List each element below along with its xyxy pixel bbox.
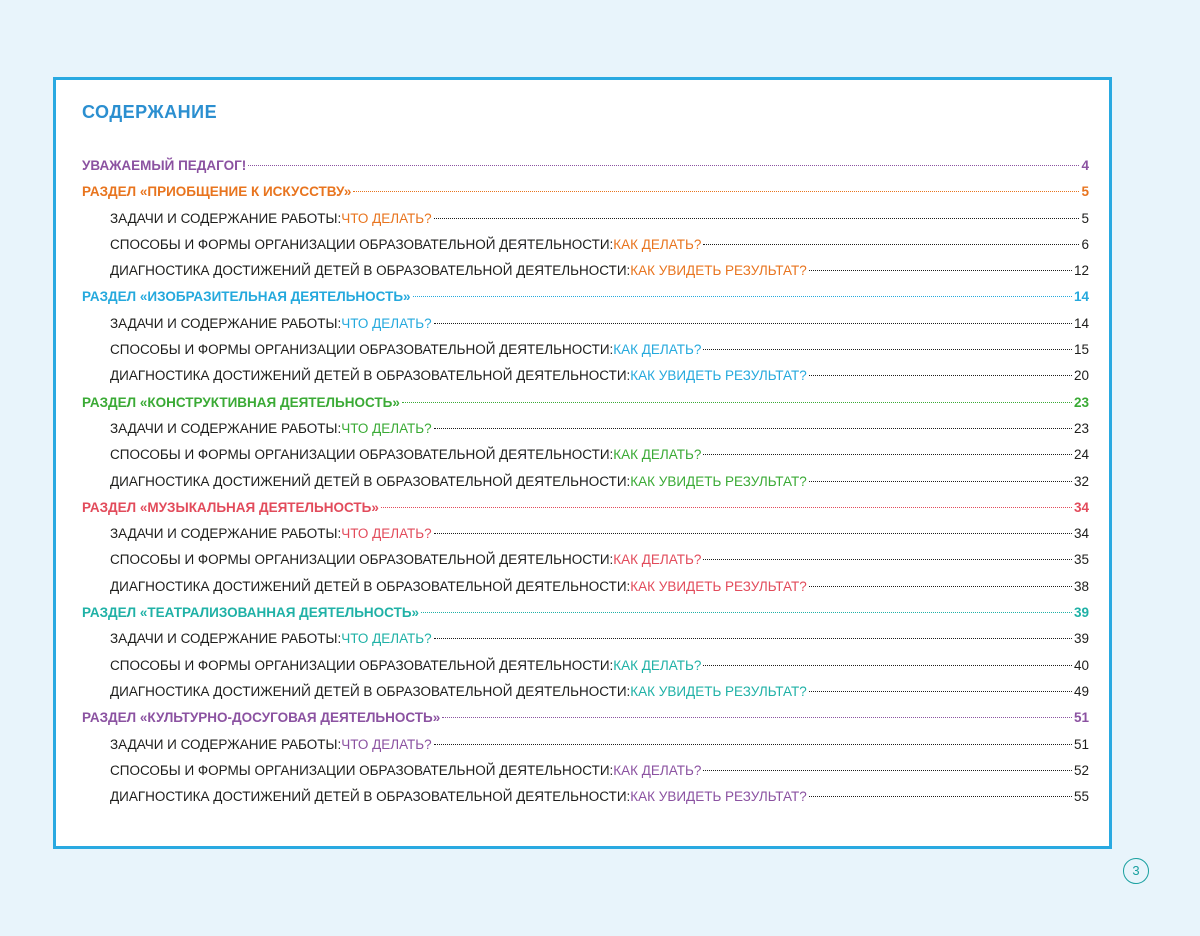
toc-item-label: СПОСОБЫ И ФОРМЫ ОРГАНИЗАЦИИ ОБРАЗОВАТЕЛЬНОЙ ДЕЯТЕЛЬНОСТИ: (110, 657, 614, 673)
toc-item-label: СПОСОБЫ И ФОРМЫ ОРГАНИЗАЦИИ ОБРАЗОВАТЕЛЬНОЙ ДЕЯТЕЛЬНОСТИ: (110, 342, 614, 358)
toc-section-page: 39 (1073, 605, 1089, 621)
toc-item-highlight: КАК ДЕЛАТЬ? (613, 447, 702, 463)
toc-item-label: СПОСОБЫ И ФОРМЫ ОРГАНИЗАЦИИ ОБРАЗОВАТЕЛЬНОЙ ДЕЯТЕЛЬНОСТИ: (110, 447, 614, 463)
toc-item-page: 20 (1073, 368, 1089, 384)
toc-item[interactable] (82, 626, 1089, 652)
dot-leader (809, 796, 1072, 797)
toc-item-highlight: ЧТО ДЕЛАТЬ? (341, 736, 432, 752)
toc-item[interactable] (82, 758, 1089, 784)
page-number: 3 (1123, 858, 1149, 884)
dot-leader (703, 454, 1072, 455)
toc-item-highlight: КАК УВИДЕТЬ РЕЗУЛЬТАТ? (630, 683, 807, 699)
toc-section-label: РАЗДЕЛ «ПРИОБЩЕНИЕ К ИСКУССТВУ» (82, 184, 352, 200)
dot-leader (434, 533, 1072, 534)
dot-leader (381, 507, 1072, 508)
toc-item[interactable] (82, 521, 1089, 547)
toc-item-label: ЗАДАЧИ И СОДЕРЖАНИЕ РАБОТЫ: (110, 315, 342, 331)
toc-section-music[interactable] (82, 495, 1089, 521)
toc-item-highlight: КАК ДЕЛАТЬ? (613, 657, 702, 673)
toc-item-label: СПОСОБЫ И ФОРМЫ ОРГАНИЗАЦИИ ОБРАЗОВАТЕЛЬНОЙ ДЕЯТЕЛЬНОСТИ: (110, 762, 614, 778)
toc-section-page: 14 (1073, 289, 1089, 305)
toc-section-label: РАЗДЕЛ «МУЗЫКАЛЬНАЯ ДЕЯТЕЛЬНОСТЬ» (82, 499, 379, 515)
toc-item-highlight: КАК ДЕЛАТЬ? (613, 236, 702, 252)
toc-item-label: СПОСОБЫ И ФОРМЫ ОРГАНИЗАЦИИ ОБРАЗОВАТЕЛЬНОЙ ДЕЯТЕЛЬНОСТИ: (110, 236, 614, 252)
dot-leader (703, 244, 1079, 245)
toc-item-label: ДИАГНОСТИКА ДОСТИЖЕНИЙ ДЕТЕЙ В ОБРАЗОВАТЕЛЬНОЙ ДЕЯТЕЛЬНОСТИ: (110, 263, 631, 279)
toc-item[interactable] (82, 547, 1089, 573)
dot-leader (809, 270, 1072, 271)
toc-item[interactable] (82, 679, 1089, 705)
toc-intro-label: УВАЖАЕМЫЙ ПЕДАГОГ! (82, 158, 247, 173)
toc-section-page: 51 (1073, 710, 1089, 726)
toc-section-page: 34 (1073, 499, 1089, 515)
toc-item-page: 40 (1073, 657, 1089, 673)
toc-item-page: 35 (1073, 552, 1089, 568)
dot-leader (434, 323, 1072, 324)
toc-item-highlight: КАК УВИДЕТЬ РЕЗУЛЬТАТ? (630, 263, 807, 279)
dot-leader (703, 559, 1072, 560)
toc-intro-page: 4 (1081, 158, 1089, 173)
toc-item-page: 12 (1073, 263, 1089, 279)
toc-item-page: 52 (1073, 762, 1089, 778)
toc-item-highlight: КАК УВИДЕТЬ РЕЗУЛЬТАТ? (630, 473, 807, 489)
toc-item-label: ДИАГНОСТИКА ДОСТИЖЕНИЙ ДЕТЕЙ В ОБРАЗОВАТЕЛЬНОЙ ДЕЯТЕЛЬНОСТИ: (110, 683, 631, 699)
toc-item-page: 39 (1073, 631, 1089, 647)
toc-item-page: 51 (1073, 736, 1089, 752)
toc-item-label: ДИАГНОСТИКА ДОСТИЖЕНИЙ ДЕТЕЙ В ОБРАЗОВАТЕЛЬНОЙ ДЕЯТЕЛЬНОСТИ: (110, 789, 631, 805)
toc-item[interactable] (82, 416, 1089, 442)
dot-leader (442, 717, 1072, 718)
toc-item-page: 6 (1081, 236, 1089, 252)
toc-item-label: ЗАДАЧИ И СОДЕРЖАНИЕ РАБОТЫ: (110, 210, 342, 226)
toc-item-page: 23 (1073, 420, 1089, 436)
page-title: СОДЕРЖАНИЕ (82, 102, 218, 122)
toc-item-highlight: КАК ДЕЛАТЬ? (613, 552, 702, 568)
toc-section-label: РАЗДЕЛ «КУЛЬТУРНО-ДОСУГОВАЯ ДЕЯТЕЛЬНОСТЬ» (82, 710, 441, 726)
toc-item[interactable] (82, 337, 1089, 363)
dot-leader (809, 481, 1072, 482)
toc-section-label: РАЗДЕЛ «ИЗОБРАЗИТЕЛЬНАЯ ДЕЯТЕЛЬНОСТЬ» (82, 289, 411, 305)
dot-leader (434, 218, 1080, 219)
toc-item-page: 14 (1073, 315, 1089, 331)
toc-item[interactable] (82, 653, 1089, 679)
toc-section-leisure[interactable] (82, 705, 1089, 731)
toc-intro[interactable] (82, 153, 1089, 179)
toc-item-label: ЗАДАЧИ И СОДЕРЖАНИЕ РАБОТЫ: (110, 526, 342, 542)
toc-item-page: 55 (1073, 789, 1089, 805)
toc-section-visual[interactable] (82, 284, 1089, 310)
toc-item-label: ДИАГНОСТИКА ДОСТИЖЕНИЙ ДЕТЕЙ В ОБРАЗОВАТЕЛЬНОЙ ДЕЯТЕЛЬНОСТИ: (110, 578, 631, 594)
toc-item-label: ЗАДАЧИ И СОДЕРЖАНИЕ РАБОТЫ: (110, 420, 342, 436)
dot-leader (413, 296, 1072, 297)
toc-item-highlight: КАК УВИДЕТЬ РЕЗУЛЬТАТ? (630, 578, 807, 594)
toc-item-label: ЗАДАЧИ И СОДЕРЖАНИЕ РАБОТЫ: (110, 631, 342, 647)
dot-leader (809, 691, 1072, 692)
toc-item-highlight: КАК УВИДЕТЬ РЕЗУЛЬТАТ? (630, 368, 807, 384)
toc-item-page: 34 (1073, 526, 1089, 542)
toc-item[interactable] (82, 363, 1089, 389)
toc-item-page: 32 (1073, 473, 1089, 489)
toc-item[interactable] (82, 784, 1089, 810)
toc-section-page: 23 (1073, 394, 1089, 410)
toc-item[interactable] (82, 232, 1089, 258)
toc-item-label: ДИАГНОСТИКА ДОСТИЖЕНИЙ ДЕТЕЙ В ОБРАЗОВАТЕЛЬНОЙ ДЕЯТЕЛЬНОСТИ: (110, 368, 631, 384)
toc-section-construct[interactable] (82, 390, 1089, 416)
dot-leader (809, 586, 1072, 587)
toc-section-label: РАЗДЕЛ «ТЕАТРАЛИЗОВАННАЯ ДЕЯТЕЛЬНОСТЬ» (82, 605, 420, 621)
toc-item-page: 15 (1073, 342, 1089, 358)
dot-leader (703, 349, 1072, 350)
toc-item-highlight: КАК ДЕЛАТЬ? (613, 762, 702, 778)
toc-item-highlight: ЧТО ДЕЛАТЬ? (341, 631, 432, 647)
toc-item-label: ЗАДАЧИ И СОДЕРЖАНИЕ РАБОТЫ: (110, 736, 342, 752)
toc-item-label: ДИАГНОСТИКА ДОСТИЖЕНИЙ ДЕТЕЙ В ОБРАЗОВАТЕЛЬНОЙ ДЕЯТЕЛЬНОСТИ: (110, 473, 631, 489)
toc-item-page: 5 (1081, 210, 1089, 226)
toc-item-highlight: ЧТО ДЕЛАТЬ? (341, 315, 432, 331)
toc-section-page: 5 (1081, 184, 1089, 200)
toc-item[interactable] (82, 442, 1089, 468)
dot-leader (434, 428, 1072, 429)
toc-item-highlight: КАК ДЕЛАТЬ? (613, 342, 702, 358)
toc-item[interactable] (82, 258, 1089, 284)
toc-item-label: СПОСОБЫ И ФОРМЫ ОРГАНИЗАЦИИ ОБРАЗОВАТЕЛЬНОЙ ДЕЯТЕЛЬНОСТИ: (110, 552, 614, 568)
toc-item-page: 49 (1073, 683, 1089, 699)
toc-item[interactable] (82, 574, 1089, 600)
dot-leader (434, 744, 1072, 745)
dot-leader (703, 770, 1072, 771)
toc-item[interactable] (82, 732, 1089, 758)
toc-item-highlight: ЧТО ДЕЛАТЬ? (341, 420, 432, 436)
dot-leader (248, 165, 1079, 166)
toc-section-theatre[interactable] (82, 600, 1089, 626)
toc-item-page: 38 (1073, 578, 1089, 594)
toc-item-highlight: ЧТО ДЕЛАТЬ? (341, 210, 432, 226)
dot-leader (402, 402, 1072, 403)
toc-section-label: РАЗДЕЛ «КОНСТРУКТИВНАЯ ДЕЯТЕЛЬНОСТЬ» (82, 394, 400, 410)
table-of-contents (82, 153, 1089, 810)
toc-item-page: 24 (1073, 447, 1089, 463)
toc-item-highlight: КАК УВИДЕТЬ РЕЗУЛЬТАТ? (630, 789, 807, 805)
toc-item-highlight: ЧТО ДЕЛАТЬ? (341, 526, 432, 542)
toc-item[interactable] (82, 469, 1089, 495)
dot-leader (434, 638, 1072, 639)
dot-leader (703, 665, 1072, 666)
dot-leader (421, 612, 1072, 613)
dot-leader (809, 375, 1072, 376)
toc-item[interactable] (82, 206, 1089, 232)
toc-section-art[interactable] (82, 179, 1089, 205)
dot-leader (353, 191, 1079, 192)
toc-item[interactable] (82, 311, 1089, 337)
